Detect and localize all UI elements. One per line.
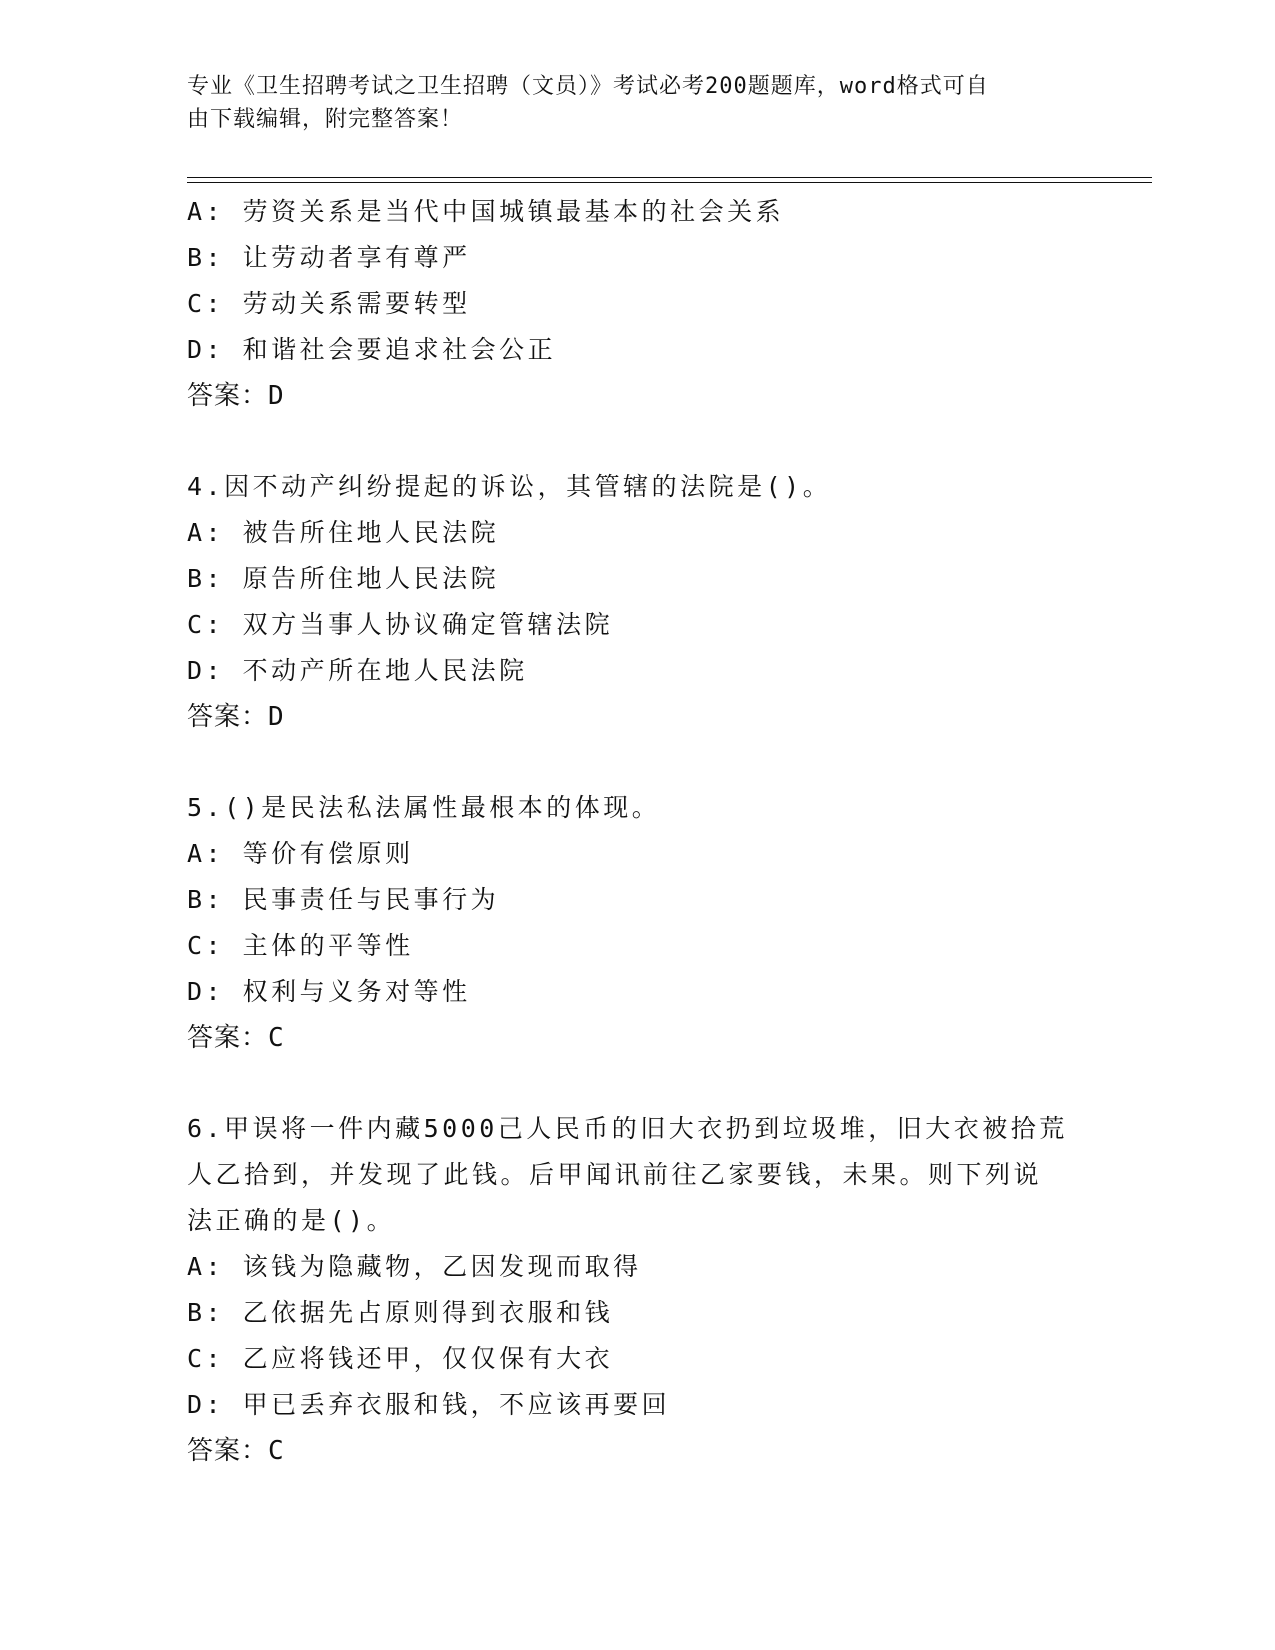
answer-line: 答案：D xyxy=(187,381,285,411)
option-d: D: 甲已丢弃衣服和钱，不应该再要回 xyxy=(187,1390,671,1419)
option-d: D: 和谐社会要追求社会公正 xyxy=(187,335,557,364)
option-c: C: 乙应将钱还甲，仅仅保有大衣 xyxy=(187,1344,614,1373)
option-b: B: 乙依据先占原则得到衣服和钱 xyxy=(187,1298,614,1327)
answer-line: 答案：C xyxy=(187,1436,285,1466)
question-stem-line-3: 法正确的是()。 xyxy=(187,1206,396,1235)
option-a: A: 该钱为隐藏物，乙因发现而取得 xyxy=(187,1252,642,1281)
question-block-4 xyxy=(187,464,1147,740)
option-c: C: 双方当事人协议确定管辖法院 xyxy=(187,610,614,639)
header-line-2: 由下载编辑，附完整答案！ xyxy=(187,107,464,132)
option-a: A: 等价有偿原则 xyxy=(187,839,414,868)
option-d: D: 权利与义务对等性 xyxy=(187,977,471,1006)
option-c: C: 主体的平等性 xyxy=(187,931,414,960)
question-stem-line-2: 人乙拾到，并发现了此钱。后甲闻讯前往乙家要钱，未果。则下列说 xyxy=(187,1160,1043,1189)
question-block-5 xyxy=(187,785,1147,1061)
option-b: B: 原告所住地人民法院 xyxy=(187,564,500,593)
header-line-1: 专业《卫生招聘考试之卫生招聘（文员）》考试必考200题题库，word格式可自 xyxy=(187,74,989,99)
answer-line: 答案：D xyxy=(187,702,285,732)
header-rule-bottom xyxy=(187,182,1152,183)
option-c: C: 劳动关系需要转型 xyxy=(187,289,471,318)
option-b: B: 民事责任与民事行为 xyxy=(187,885,500,914)
question-list xyxy=(187,189,1147,1474)
spacer xyxy=(187,740,1147,785)
question-stem-line-1: 6.甲误将一件内藏5000己人民币的旧大衣扔到垃圾堆，旧大衣被拾荒 xyxy=(187,1114,1068,1143)
option-a: A: 劳资关系是当代中国城镇最基本的社会关系 xyxy=(187,197,785,226)
question-stem: 5.()是民法私法属性最根本的体现。 xyxy=(187,793,661,822)
question-stem: 4.因不动产纠纷提起的诉讼，其管辖的法院是()。 xyxy=(187,472,832,501)
document-header xyxy=(187,70,1087,136)
option-d: D: 不动产所在地人民法院 xyxy=(187,656,528,685)
spacer xyxy=(187,1061,1147,1106)
option-b: B: 让劳动者享有尊严 xyxy=(187,243,471,272)
question-block-6 xyxy=(187,1106,1147,1474)
option-a: A: 被告所住地人民法院 xyxy=(187,518,500,547)
header-rule-top xyxy=(187,177,1152,178)
question-block-prev xyxy=(187,189,1147,419)
answer-line: 答案：C xyxy=(187,1023,285,1053)
spacer xyxy=(187,419,1147,464)
